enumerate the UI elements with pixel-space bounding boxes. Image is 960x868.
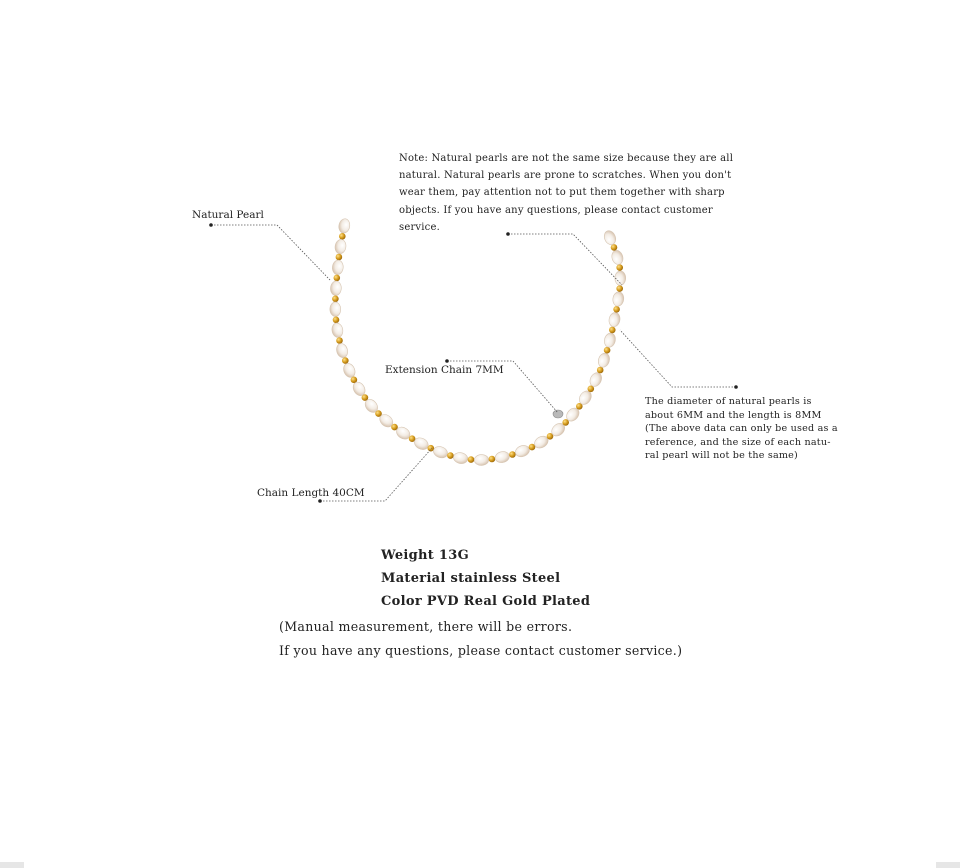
leader-dot-extension-chain [445, 359, 449, 363]
pearl-bead [330, 281, 342, 296]
leader-diameter [620, 330, 736, 387]
pearl-bead [452, 451, 468, 464]
note-line: wear them, pay attention not to put them together with sharp [399, 187, 725, 199]
note-line: natural. Natural pearls are prone to scratches. When you don't [399, 170, 732, 182]
gold-bead [332, 296, 339, 303]
color-spec: Color PVD Real Gold Plated [381, 594, 591, 609]
leader-note [508, 234, 622, 285]
extension-chain-label: Extension Chain 7MM [385, 364, 504, 376]
diameter-line: ral pearl will not be the same) [645, 450, 798, 462]
gold-bead [342, 357, 349, 364]
leader-dot-natural-pearl [209, 223, 213, 227]
leader-natural-pearl [211, 225, 330, 280]
gold-bead [336, 254, 343, 261]
leader-dot-diameter [734, 385, 738, 389]
gold-bead [428, 445, 435, 452]
corner-mark-left [0, 862, 24, 868]
diameter-line: (The above data can only be used as a [645, 423, 838, 435]
extension-chain-link [553, 410, 563, 418]
pearl-bead [432, 445, 449, 460]
pearl-bead [334, 239, 347, 255]
necklace-beads [330, 218, 626, 466]
gold-bead [611, 244, 618, 251]
gold-bead [447, 452, 454, 459]
gold-bead [609, 327, 616, 334]
corner-mark-right [936, 862, 960, 868]
weight-spec: Weight 13G [381, 548, 470, 563]
pearl-bead [603, 332, 617, 349]
gold-bead [334, 275, 341, 282]
diameter-line: about 6MM and the length is 8MM [645, 409, 822, 421]
note-line: service. [399, 221, 440, 233]
gold-bead [616, 264, 623, 271]
pearl-note [399, 150, 734, 236]
pearl-bead [608, 311, 621, 327]
pearl-bead [596, 352, 611, 369]
gold-bead [529, 444, 536, 451]
diameter-note [645, 395, 838, 463]
pearl-bead [474, 454, 489, 465]
manual-measurement-note: (Manual measurement, there will be errors. [279, 619, 573, 634]
pearl-bead [494, 450, 510, 464]
gold-bead [509, 451, 516, 458]
diameter-line: reference, and the size of each natu- [645, 436, 831, 448]
note-line: Note: Natural pearls are not the same size because they are all [399, 153, 734, 164]
pearl-bead [332, 260, 344, 275]
pearl-bead [612, 291, 625, 307]
gold-bead [339, 233, 346, 240]
pearl-bead [514, 444, 531, 459]
gold-bead [616, 285, 623, 292]
pearl-bead [335, 342, 349, 359]
gold-bead [597, 367, 604, 374]
chain-length-label: Chain Length 40CM [257, 487, 365, 499]
pearl-bead [331, 322, 344, 338]
gold-bead [613, 306, 620, 313]
contact-note: If you have any questions, please contact customer service.) [279, 643, 683, 658]
gold-bead [333, 317, 340, 324]
gold-bead [336, 337, 343, 344]
material-spec: Material stainless Steel [381, 571, 561, 586]
note-line: objects. If you have any questions, please contact customer [399, 204, 713, 216]
pearl-bead [330, 302, 341, 317]
gold-bead [604, 347, 611, 354]
pearl-bead [341, 362, 357, 380]
gold-bead [468, 456, 475, 463]
gold-bead [489, 456, 496, 463]
diameter-line: The diameter of natural pearls is [645, 396, 812, 407]
pearl-bead [610, 249, 624, 266]
leader-dot-chain-length [318, 499, 322, 503]
pearl-bead [338, 218, 351, 234]
natural-pearl-label: Natural Pearl [192, 209, 264, 221]
